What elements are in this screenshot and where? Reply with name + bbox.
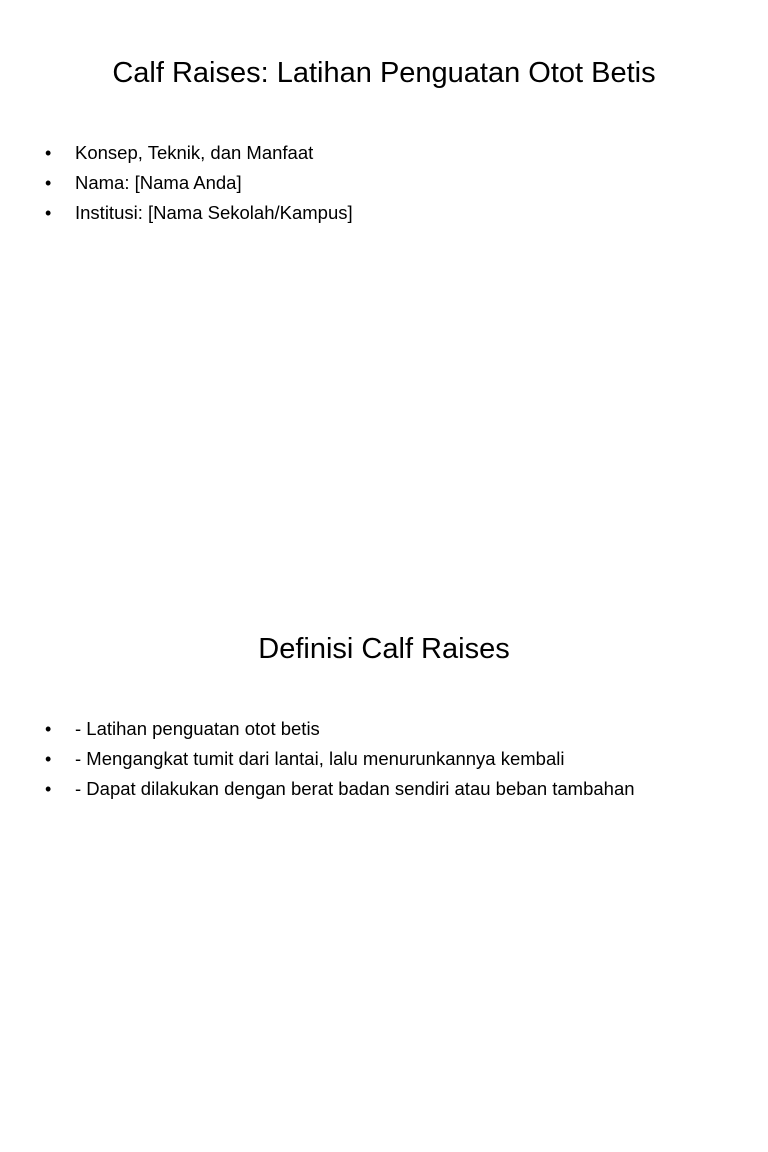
list-item [0,744,768,774]
list-item [0,714,768,744]
bullet-text: - Dapat dilakukan dengan berat badan sendiri atau beban tambahan [75,778,635,799]
bullet-icon: • [45,203,52,223]
bullet-list [0,138,768,228]
bullet-icon: • [45,173,52,193]
bullet-icon: • [45,143,52,163]
list-item [0,774,768,804]
bullet-list [0,714,768,804]
bullet-text: - Latihan penguatan otot betis [75,718,320,739]
bullet-text: - Mengangkat tumit dari lantai, lalu menurunkannya kembali [75,748,565,769]
bullet-text: Konsep, Teknik, dan Manfaat [75,142,314,163]
list-item [0,138,768,168]
slide-title: Calf Raises: Latihan Penguatan Otot Betis [112,57,656,89]
slide-title: Definisi Calf Raises [258,633,510,665]
list-item [0,168,768,198]
bullet-text: Nama: [Nama Anda] [75,172,242,193]
bullet-icon: • [45,749,52,769]
bullet-icon: • [45,719,52,739]
bullet-icon: • [45,779,52,799]
list-item [0,198,768,228]
slide-definition [0,576,768,1152]
bullet-text: Institusi: [Nama Sekolah/Kampus] [75,202,353,223]
